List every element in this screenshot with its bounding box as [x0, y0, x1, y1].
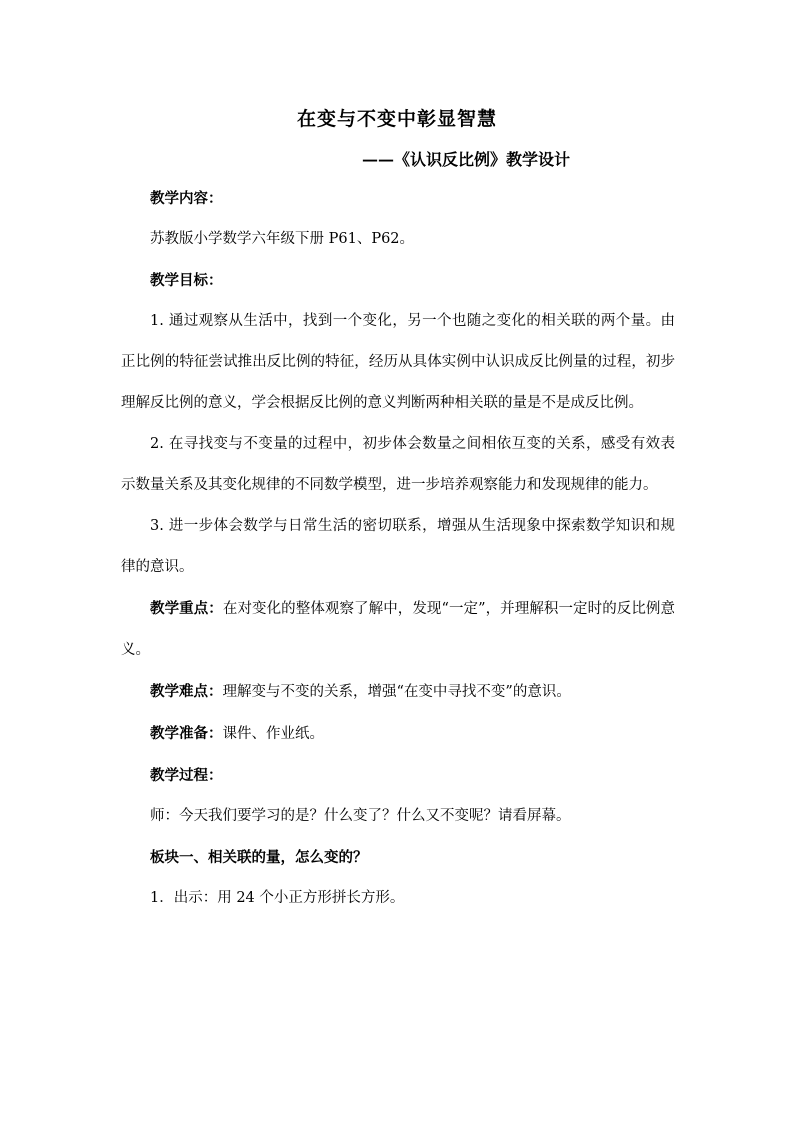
key-point	[121, 588, 675, 671]
difficulty-text: 理解变与不变的关系，增强“在变中寻找不变”的意识。	[222, 684, 571, 700]
goals-heading: 教学目标：	[150, 272, 223, 289]
key-point-text: 在对变化的整体观察了解中，发现“一定”，并理解积一定时的反比例意义。	[121, 601, 675, 658]
content-heading: 教学内容：	[150, 190, 223, 207]
content-text: 苏教版小学数学六年级下册 P61、P62。	[150, 231, 415, 247]
difficulty	[121, 671, 675, 713]
section-1-heading: 板块一、相关联的量，怎么变的？	[150, 849, 368, 866]
teacher-line: 师：今天我们要学习的是？什么变了？什么又不变呢？请看屏幕。	[150, 808, 571, 824]
preparation-label: 教学准备：	[150, 725, 223, 742]
goal-3: 3. 进一步体会数学与日常生活的密切联系，增强从生活现象中探索数学知识和规律的意识。	[121, 518, 675, 575]
document-body	[121, 178, 675, 919]
key-point-label: 教学重点：	[150, 600, 223, 617]
process-heading: 教学过程：	[150, 767, 223, 784]
preparation	[121, 713, 675, 755]
goal-1: 1. 通过观察从生活中，找到一个变化，另一个也随之变化的相关联的两个量。由正比例的特征尝试推出反比例的特征，经历从具体实例中认识成反比例量的过程，初步理解反比例的意义，学会根据反比例的意义判断两种相关联的量是不是成反比例。	[121, 313, 675, 411]
goal-2: 2. 在寻找变与不变量的过程中，初步体会数量之间相依互变的关系，感受有效表示数量关系及其变化规律的不同数学模型，进一步培养观察能力和发现规律的能力。	[121, 436, 675, 493]
step-1: 1．出示：用 24 个小正方形拼长方形。	[150, 890, 405, 906]
document-title: 在变与不变中彰显智慧	[296, 108, 497, 130]
document-subtitle: ——《认识反比例》教学设计	[362, 150, 571, 169]
difficulty-label: 教学难点：	[150, 683, 223, 700]
preparation-text: 课件、作业纸。	[222, 726, 324, 742]
